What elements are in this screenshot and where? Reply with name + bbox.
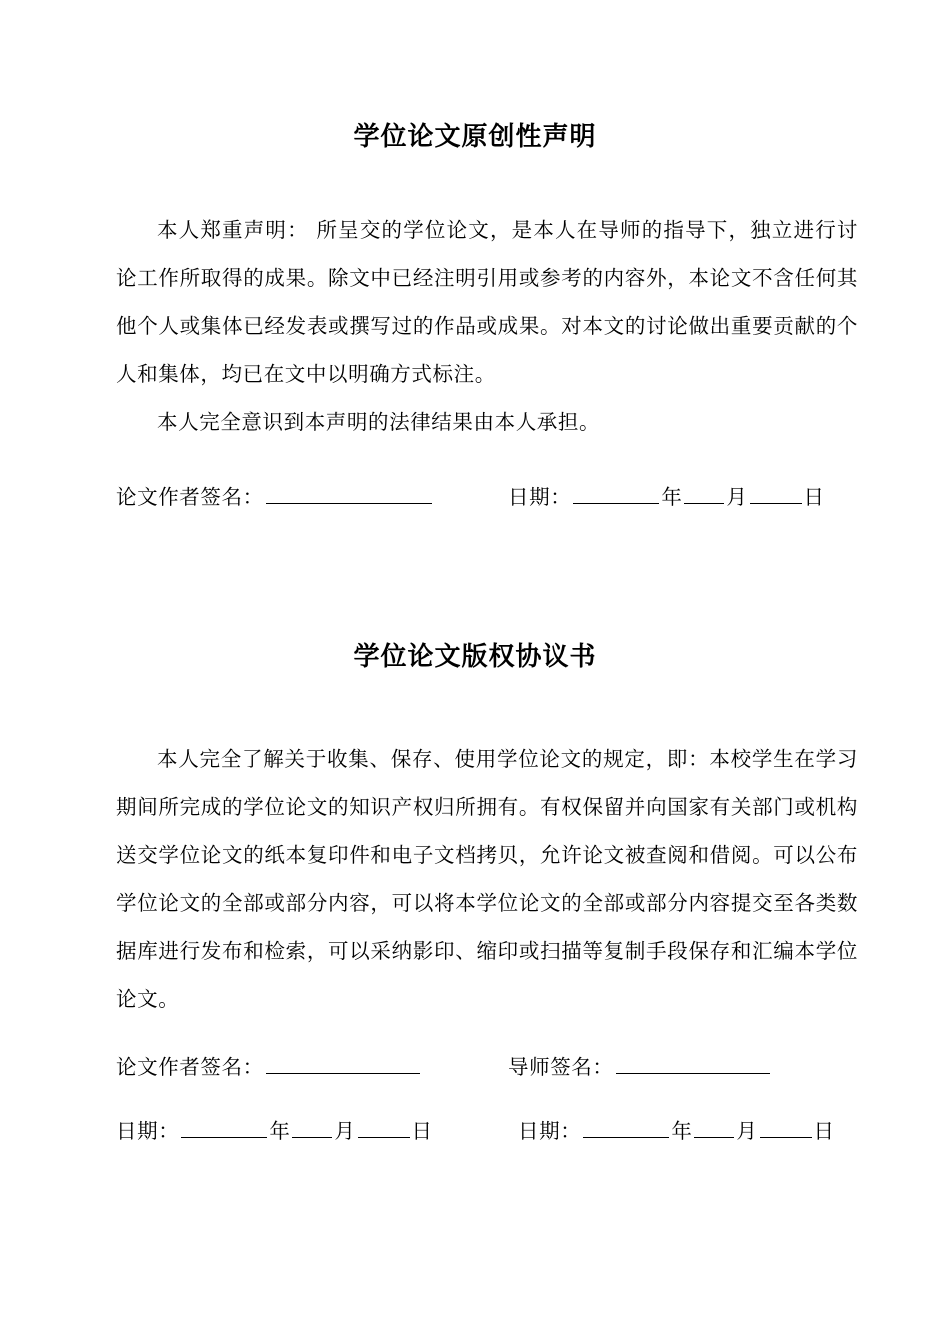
advisor-signature-line bbox=[508, 1052, 772, 1082]
month-blank[interactable] bbox=[684, 483, 724, 504]
advisor-date-label: 日期： bbox=[518, 1119, 582, 1143]
author-signature-label-2: 论文作者签名： bbox=[116, 1055, 264, 1079]
advisor-signature-label: 导师签名： bbox=[508, 1055, 614, 1079]
author-month-blank[interactable] bbox=[292, 1117, 332, 1138]
day-blank[interactable] bbox=[750, 483, 802, 504]
legal-responsibility-paragraph: 本人完全意识到本声明的法律结果由本人承担。 bbox=[157, 410, 601, 434]
copyright-agreement-title: 学位论文版权协议书 bbox=[353, 642, 597, 672]
author-signature-line bbox=[116, 482, 434, 512]
author-date-label: 日期： bbox=[116, 1119, 180, 1143]
advisor-year-blank[interactable] bbox=[583, 1117, 669, 1138]
date-label: 日期： bbox=[508, 485, 572, 509]
author-year-label: 年 bbox=[269, 1119, 291, 1143]
author-signature-label: 论文作者签名： bbox=[116, 485, 264, 509]
year-blank[interactable] bbox=[573, 483, 659, 504]
author-signature-blank-2[interactable] bbox=[266, 1053, 420, 1074]
copyright-agreement-paragraph: 本人完全了解关于收集、保存、使用学位论文的规定，即：本校学生在学习期间所完成的学位论文的知识产权归所拥有。有权保留并向国家有关部门或机构送交学位论文的纸本复印件和电子文档拷贝，允许论文被查阅和借阅。可以公布学位论文的全部或部分内容，可以将本学位论文的全部或部分内容提交至各类数据库进行发布和检索，可以采纳影印、缩印或扫描等复制手段保存和汇编本学位论文。 bbox=[116, 747, 858, 1011]
day-label: 日 bbox=[803, 485, 825, 509]
originality-statement-paragraph: 本人郑重声明： 所呈交的学位论文，是本人在导师的指导下，独立进行讨论工作所取得的成果。除文中已经注明引用或参考的内容外，本论文不含任何其他个人或集体已经发表或撰写过的作品或成果。对本文的讨论做出重要贡献的个人和集体，均已在文中以明确方式标注。 bbox=[116, 218, 858, 386]
date-line bbox=[508, 482, 825, 512]
advisor-month-blank[interactable] bbox=[694, 1117, 734, 1138]
author-date-line bbox=[116, 1116, 433, 1146]
author-signature-blank[interactable] bbox=[266, 483, 432, 504]
advisor-month-label: 月 bbox=[736, 1119, 758, 1143]
advisor-day-label: 日 bbox=[813, 1119, 835, 1143]
author-signature-line-2 bbox=[116, 1052, 422, 1082]
author-day-label: 日 bbox=[411, 1119, 433, 1143]
advisor-signature-blank[interactable] bbox=[616, 1053, 770, 1074]
month-label: 月 bbox=[726, 485, 748, 509]
author-day-blank[interactable] bbox=[358, 1117, 410, 1138]
year-label: 年 bbox=[661, 485, 683, 509]
author-year-blank[interactable] bbox=[181, 1117, 267, 1138]
advisor-year-label: 年 bbox=[671, 1119, 693, 1143]
advisor-day-blank[interactable] bbox=[760, 1117, 812, 1138]
author-month-label: 月 bbox=[334, 1119, 356, 1143]
originality-statement-title: 学位论文原创性声明 bbox=[353, 122, 597, 152]
advisor-date-line bbox=[518, 1116, 835, 1146]
